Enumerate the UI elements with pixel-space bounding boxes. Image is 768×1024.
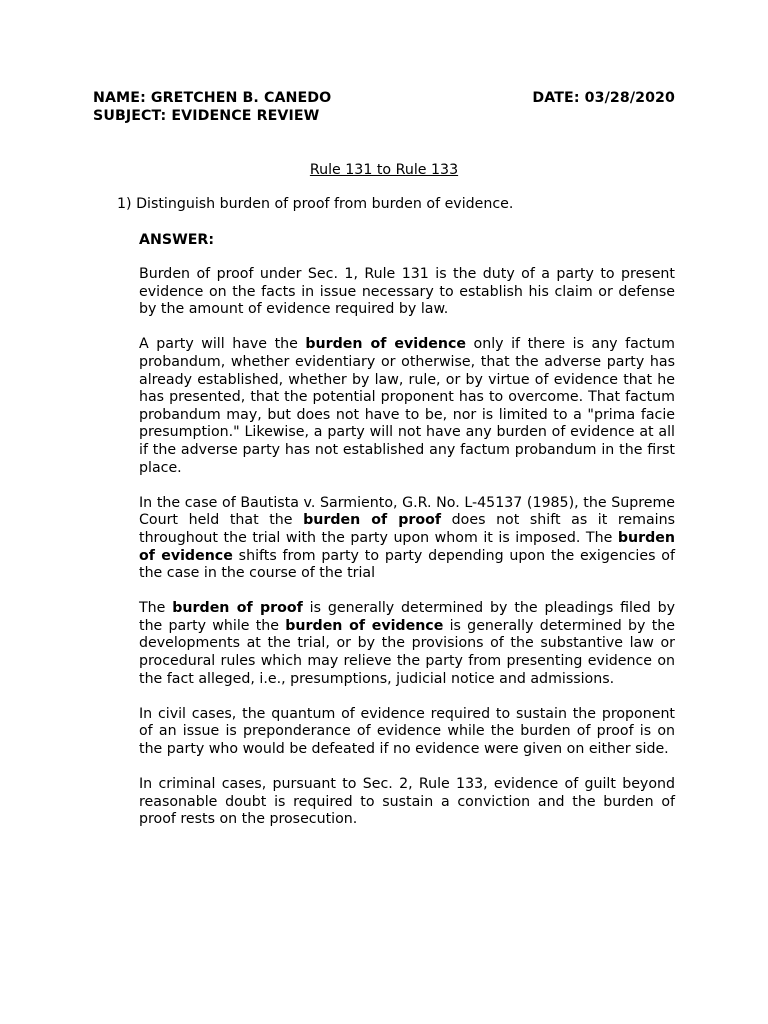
- subject-label: SUBJECT: EVIDENCE REVIEW: [93, 108, 320, 124]
- paragraph-2-part-a: A party will have the: [139, 336, 306, 353]
- paragraph-2-part-c: only if there is any factum probandum, whether evidentiary or otherwise, that the adverse party has already established, whether by law, rule, or by virtue of evidence that he has presented, that the potential proponent has to overcome. That factum probandum may, but does not have to be, nor is limited to a "prima facie presumption." Likewise, a party will not have any burden of evidence at all if the adverse party has not established any factum probandum in the first place.: [139, 336, 675, 476]
- header-row-1: [93, 89, 675, 107]
- burden-of-evidence-term: burden of evidence: [285, 617, 444, 634]
- title-text: Rule 131 to Rule 133: [309, 162, 459, 178]
- document-header: [93, 89, 675, 125]
- paragraph-2: [139, 336, 675, 477]
- burden-of-evidence-term: burden of evidence: [305, 336, 467, 353]
- paragraph-3-part-a: In the case of Bautista v. Sarmiento, G.R. No. L-45137 (1985), the Supreme Court held that the: [139, 494, 675, 529]
- paragraph-4: [139, 600, 675, 688]
- burden-of-proof-term: burden of proof: [172, 600, 303, 617]
- paragraph-3-part-c: does not shift as it remains throughout the trial with the party upon whom it is imposed. The: [139, 512, 675, 546]
- paragraph-4-part-c: is generally determined by the pleadings filed by the party while the: [139, 600, 675, 634]
- paragraph-6: In criminal cases, pursuant to Sec. 2, Rule 133, evidence of guilt beyond reasonable doubt is required to sustain a conviction and the burden of proof rests on the prosecution.: [139, 776, 675, 828]
- header-row-2: [93, 107, 675, 125]
- paragraph-5: In civil cases, the quantum of evidence required to sustain the proponent of an issue is preponderance of evidence while the burden of proof is on the party who would be defeated if no evidence were given on either side.: [139, 705, 675, 758]
- burden-of-evidence-term: burden of evidence: [139, 529, 675, 564]
- paragraph-4-part-a: The: [139, 600, 173, 617]
- answer-label: ANSWER:: [139, 232, 215, 248]
- document-title: [0, 161, 768, 179]
- answer-body: [139, 266, 675, 847]
- name-label: NAME: GRETCHEN B. CANEDO: [93, 90, 332, 106]
- burden-of-proof-term: burden of proof: [303, 512, 442, 529]
- question-1: 1) Distinguish burden of proof from burden of evidence.: [117, 196, 514, 212]
- paragraph-3-part-e: shifts from party to party depending upon the exigencies of the case in the course of the trial: [139, 547, 675, 582]
- date-label: DATE: 03/28/2020: [532, 90, 675, 106]
- paragraph-1: Burden of proof under Sec. 1, Rule 131 is the duty of a party to present evidence on the facts in issue necessary to establish his claim or defense by the amount of evidence required by law.: [139, 266, 675, 318]
- paragraph-3: [139, 495, 675, 583]
- paragraph-4-part-e: is generally determined by the developments at the trial, or by the provisions of the substantive law or procedural rules which may relieve the party from presenting evidence on the fact alleged, i.e., presumptions, judicial notice and admissions.: [139, 617, 675, 687]
